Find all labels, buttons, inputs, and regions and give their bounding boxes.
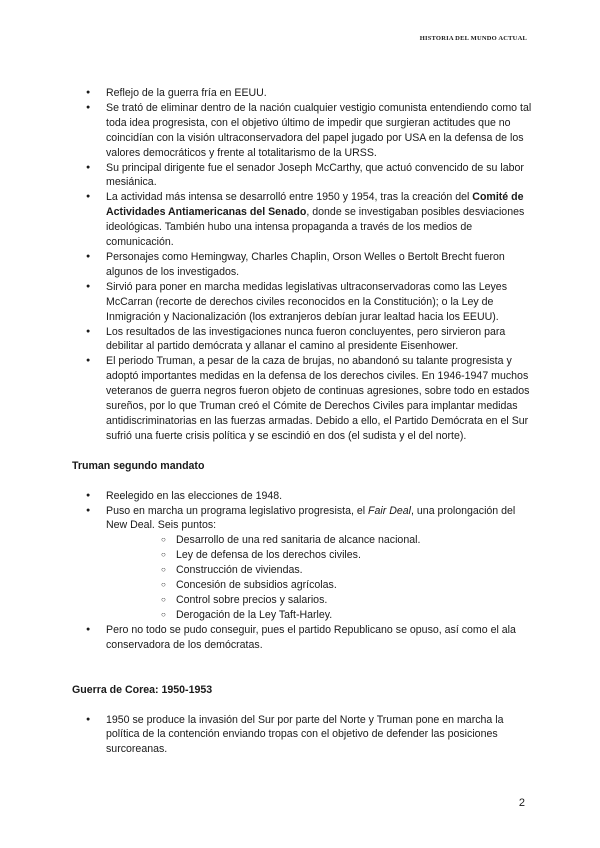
list-item: ● Los resultados de las investigaciones nunca fueron concluyentes, pero sirvieron para debilitar al partido demócrata y allanar el camino al presidente Eisenhower.: [72, 325, 532, 355]
page-number: 2: [518, 797, 525, 809]
list-item: ● Personajes como Hemingway, Charles Chaplin, Orson Welles o Bertolt Brecht fueron algunos de los investigados.: [72, 250, 532, 280]
list-item: ● Se trató de eliminar dentro de la nación cualquier vestigio comunista entendiendo como tal toda idea progresista, con el objetivo último de impedir que surgieran actitudes que no coincidían con la visión ultraconservadora del papel jugado por USA en la defensa de los valores democráticos y frente al totalitarismo de la URSS.: [72, 101, 532, 161]
list-item: ● Reelegido en las elecciones de 1948.: [72, 489, 532, 504]
list-item: ● 1950 se produce la invasión del Sur por parte del Norte y Truman pone en marcha la política de la contención enviando tropas con el objetivo de defender las posiciones surcoreanas.: [72, 713, 532, 758]
korea-list: [72, 713, 532, 758]
list-item-text: , donde se investigaban posibles desviaciones ideológicas. También hubo una intensa propaganda a través de los medios de comunicación.: [106, 206, 525, 249]
fair-deal-term: Fair Deal: [368, 504, 412, 517]
list-item: ● Pero no todo se pudo conseguir, pues el partido Republicano se opuso, así como el ala conservadora de los demócratas.: [72, 623, 532, 653]
list-item-text: La actividad más intensa se desarrolló entre 1950 y 1954, tras la creación del: [106, 191, 473, 204]
sub-list-item: ○ Ley de defensa de los derechos civiles.: [106, 548, 532, 563]
list-item-text: , una prolongación del New Deal. Seis puntos:: [106, 504, 516, 532]
list-item-text: Puso en marcha un programa legislativo progresista, el: [106, 504, 369, 517]
page-content: [72, 86, 532, 757]
list-item: ● Sirvió para poner en marcha medidas legislativas ultraconservadoras como las Leyes McCarran (recorte de derechos civiles reconocidos en la Constitución); o la Ley de Inmigración y Nacionalización (los extranjeros debían jurar lealtad hacia los EEUU).: [72, 280, 532, 325]
fair-deal-points: [106, 533, 532, 622]
sub-list-item: ○ Concesión de subsidios agrícolas.: [106, 578, 532, 593]
sub-list-item: ○ Desarrollo de una red sanitaria de alcance nacional.: [106, 533, 532, 548]
sub-list-item: ○ Control sobre precios y salarios.: [106, 593, 532, 608]
section-heading-korea: Guerra de Corea: 1950-1953: [72, 683, 213, 696]
sub-list-item: ○ Construcción de viviendas.: [106, 563, 532, 578]
truman-list: [72, 489, 532, 653]
mccarthyism-list: [72, 86, 532, 444]
list-item: ● Reflejo de la guerra fría en EEUU.: [72, 86, 532, 101]
list-item: [72, 504, 532, 623]
committee-name: Comité de Actividades Antiamericanas del Senado: [106, 191, 524, 219]
section-heading-truman: Truman segundo mandato: [72, 459, 205, 472]
running-header: HISTORIA DEL MUNDO ACTUAL: [419, 35, 527, 42]
sub-list-item: ○ Derogación de la Ley Taft-Harley.: [106, 608, 532, 623]
list-item: ● El periodo Truman, a pesar de la caza de brujas, no abandonó su talante progresista y adoptó importantes medidas en la defensa de los derechos civiles. En 1946-1947 muchos veteranos de guerra negros fueron objeto de continuas agresiones, sobre todo en estados sureños, por lo que Truman creó el Cómite de Derechos Civiles para implantar medidas antidiscriminatorias en las fuerzas armadas. Debido a ello, el Partido Demócrata en el Sur sufrió una fuerte crisis política y se escindió en dos (el sudista y el del norte).: [72, 354, 532, 443]
list-item: ● Su principal dirigente fue el senador Joseph McCarthy, que actuó convencido de su labor mesiánica.: [72, 161, 532, 191]
list-item: [72, 190, 532, 250]
